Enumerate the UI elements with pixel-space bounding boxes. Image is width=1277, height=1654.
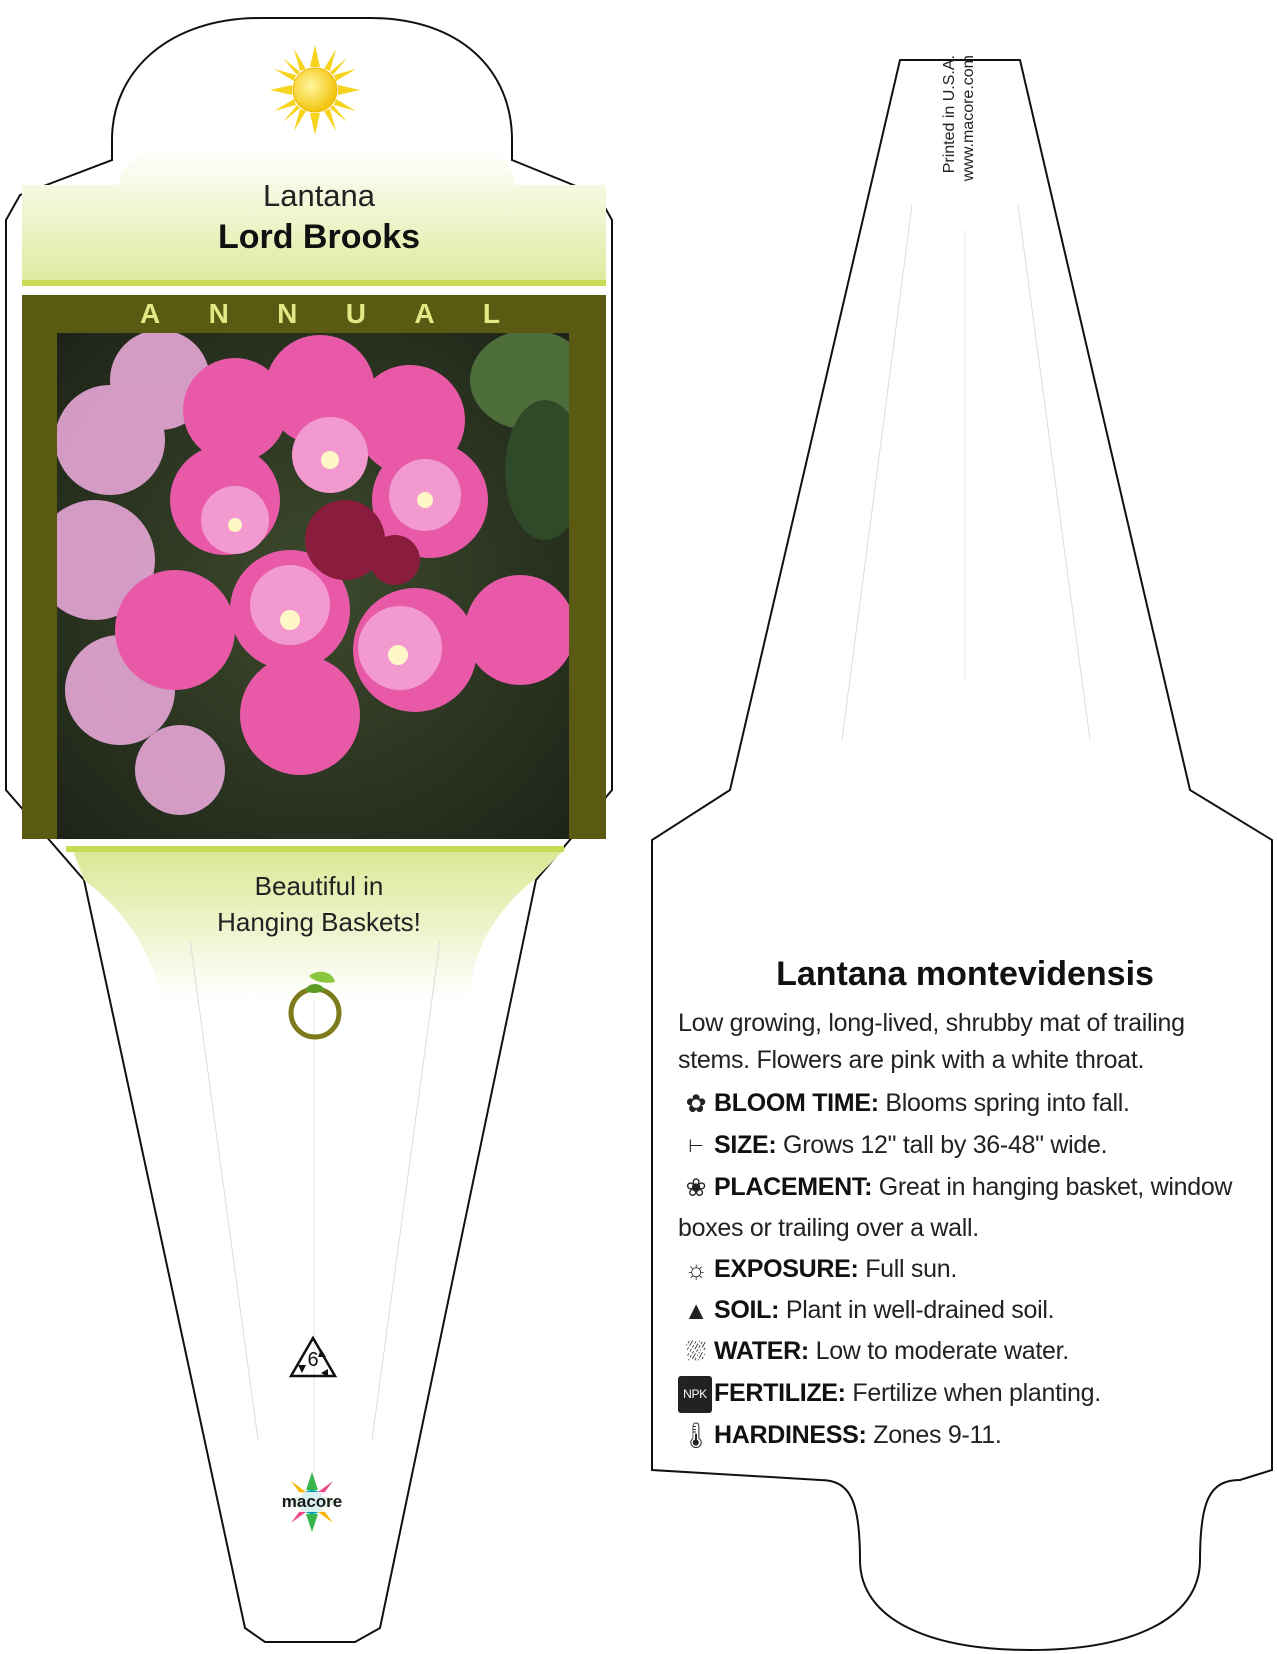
website: www.macore.com <box>960 55 977 182</box>
category-letter: U <box>345 298 366 329</box>
print-info <box>940 55 978 215</box>
placement-icon: ❀ <box>685 1173 707 1202</box>
attribute-value: Plant in well-drained soil. <box>779 1296 1055 1324</box>
attribute-label: EXPOSURE: <box>714 1255 859 1283</box>
botanical-name: Lantana montevidensis <box>776 955 1154 993</box>
attribute-hardiness <box>678 1417 1238 1455</box>
title-band-stripe <box>22 280 606 286</box>
attribute-value: Blooms spring into fall. <box>878 1089 1130 1117</box>
attribute-placement-cont <box>678 1210 1238 1247</box>
category-letter: A <box>140 298 161 329</box>
common-name: Lantana <box>262 178 376 213</box>
category-letter: N <box>208 298 229 329</box>
attribute-exposure <box>678 1251 1238 1289</box>
attribute-bloom-time <box>678 1085 1238 1123</box>
sun-icon <box>270 45 360 135</box>
attribute-label: FERTILIZE: <box>714 1379 846 1407</box>
printed-in: Printed in U.S.A. <box>941 55 958 174</box>
attribute-fertilize <box>678 1375 1238 1413</box>
cultivar-name: Lord Brooks <box>217 218 421 256</box>
attribute-label: HARDINESS: <box>714 1421 867 1449</box>
category-letter: A <box>414 298 435 329</box>
attribute-value: Zones 9-11. <box>866 1421 1002 1449</box>
flower-icon: ✿ <box>685 1089 707 1118</box>
soil-icon: ▲ <box>683 1296 709 1325</box>
description-line-1: Low growing, long-lived, shrubby mat of trailing <box>678 1009 1185 1037</box>
attribute-value: Low to moderate water. <box>808 1337 1069 1365</box>
thermometer-icon: 🌡 <box>680 1421 712 1450</box>
attribute-label: BLOOM TIME: <box>714 1089 879 1117</box>
sun-icon: ☼ <box>684 1255 708 1284</box>
description <box>678 1005 1218 1079</box>
category-letter: N <box>277 298 298 329</box>
size-icon: ⊢ <box>688 1135 704 1156</box>
attribute-water <box>678 1333 1238 1371</box>
water-icon: ⛆ <box>686 1337 706 1366</box>
description-line-2: stems. Flowers are pink with a white throat. <box>678 1046 1145 1074</box>
attribute-size <box>678 1127 1238 1165</box>
brand-name: macore <box>266 1492 358 1512</box>
attribute-value: Grows 12" tall by 36-48" wide. <box>776 1131 1108 1159</box>
seed-leaf-icon <box>285 968 345 1040</box>
npk-icon: NPK <box>678 1376 712 1413</box>
attribute-label: SOIL: <box>714 1296 780 1324</box>
tagline-line-1: Beautiful in <box>254 871 384 901</box>
attribute-placement <box>678 1169 1238 1207</box>
category-letter: L <box>482 298 500 329</box>
attribute-value: Full sun. <box>858 1255 957 1283</box>
tagline-band-stripe <box>66 846 564 852</box>
macore-logo <box>272 1468 352 1538</box>
recycle-icon <box>288 1335 338 1381</box>
category-label <box>140 298 500 330</box>
attribute-label: SIZE: <box>714 1131 777 1159</box>
recycle-number: 6 <box>307 1349 319 1371</box>
attribute-soil <box>678 1292 1238 1330</box>
attribute-label: WATER: <box>714 1337 809 1365</box>
attribute-value: Great in hanging basket, window <box>872 1173 1233 1201</box>
attribute-value: Fertilize when planting. <box>845 1379 1101 1407</box>
attribute-value-cont: boxes or trailing over a wall. <box>678 1214 979 1242</box>
attribute-label: PLACEMENT: <box>714 1173 873 1201</box>
tagline-line-2: Hanging Baskets! <box>217 907 421 937</box>
